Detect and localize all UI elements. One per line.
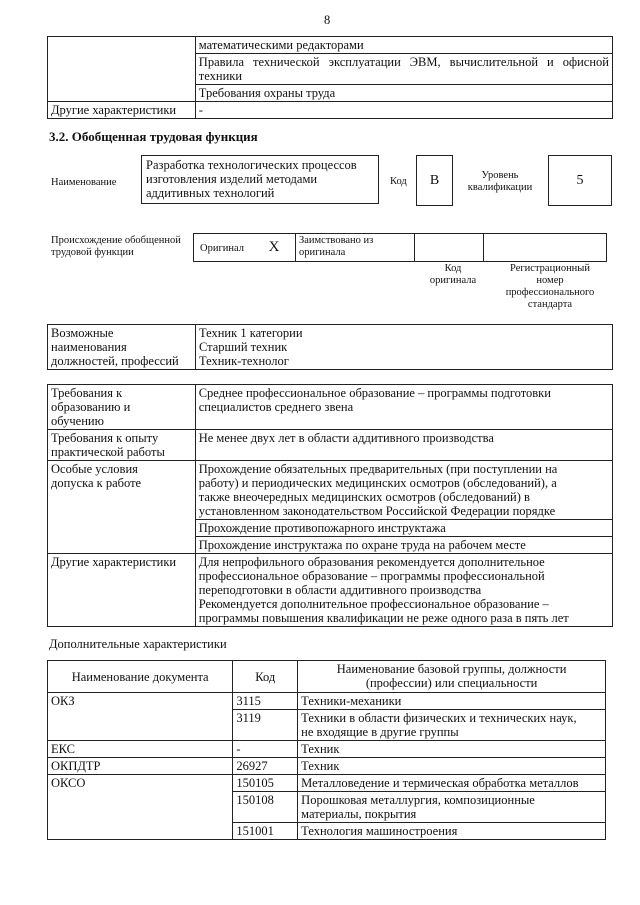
section-title: 3.2. Обобщенная трудовая функция bbox=[49, 129, 258, 144]
original-mark: X bbox=[268, 238, 280, 255]
page-number: 8 bbox=[324, 13, 331, 27]
code-value-box: B bbox=[416, 155, 453, 206]
positions-list bbox=[195, 325, 612, 370]
row-label: Особые условия допуска к работе bbox=[48, 461, 196, 554]
cell-name: Порошковая металлургия, композиционные материалы, покрытия bbox=[298, 792, 606, 823]
level-value-box: 5 bbox=[548, 155, 612, 206]
cell-code: 150105 bbox=[233, 775, 298, 792]
list-item: Техник 1 категории bbox=[198, 326, 303, 340]
positions-table bbox=[47, 324, 613, 370]
cell-doc: ЕКС bbox=[48, 741, 233, 758]
cell-doc: ОКСО bbox=[48, 775, 233, 840]
code-label: Код bbox=[390, 176, 407, 187]
list-item: Техник-технолог bbox=[198, 354, 289, 368]
top-table bbox=[47, 36, 613, 119]
row-label: Требования к образованию и обучению bbox=[48, 385, 196, 430]
row-value: Прохождение инструктажа по охране труда на рабочем месте bbox=[195, 537, 612, 554]
cell-doc: ОКПДТР bbox=[48, 758, 233, 775]
row-label: Другие характеристики bbox=[48, 554, 196, 627]
row-label: Требования к опыту практической работы bbox=[48, 430, 196, 461]
row-value: Требования охраны труда bbox=[195, 85, 612, 102]
table-row bbox=[48, 102, 613, 119]
additional-title: Дополнительные характеристики bbox=[49, 637, 227, 651]
header-name: Наименование базовой группы, должности (профессии) или специальности bbox=[298, 661, 606, 693]
origin-label: Происхождение обобщенной трудовой функции bbox=[51, 235, 181, 258]
original-cell: Оригинал X bbox=[194, 234, 296, 262]
header-doc: Наименование документа bbox=[48, 661, 233, 693]
header-code: Код bbox=[233, 661, 298, 693]
table-row bbox=[48, 693, 606, 710]
cell-name: Техник bbox=[298, 741, 606, 758]
table-header-row bbox=[48, 661, 606, 693]
origin-table bbox=[193, 233, 607, 262]
code-caption: Код оригинала bbox=[429, 263, 477, 286]
table-row bbox=[48, 775, 606, 792]
requirements-table bbox=[47, 384, 613, 627]
table-row bbox=[48, 37, 613, 54]
cell-name: Техник bbox=[298, 758, 606, 775]
row-label: Другие характеристики bbox=[48, 102, 196, 119]
row-value: Прохождение обязательных предварительных (при поступлении на работу) и периодических медицинских осмотров (обследований), а также внеочередных медицинских осмотров (обследований) в установленном законодательством Российской Федерации порядке bbox=[195, 461, 612, 520]
cell-code: 150108 bbox=[233, 792, 298, 823]
table-row bbox=[48, 461, 613, 520]
cell-name: Техники-механики bbox=[298, 693, 606, 710]
original-code-cell bbox=[415, 234, 484, 262]
level-label: Уровень квалификации bbox=[467, 170, 533, 193]
reg-caption: Регистрационный номер профессионального стандарта bbox=[505, 263, 595, 310]
row-value: Не менее двух лет в области аддитивного производства bbox=[195, 430, 612, 461]
table-row bbox=[48, 430, 613, 461]
row-label bbox=[48, 37, 196, 102]
reg-number-cell bbox=[484, 234, 607, 262]
table-row bbox=[48, 758, 606, 775]
row-value: Правила технической эксплуатации ЭВМ, вычислительной и офисной техники bbox=[195, 54, 612, 85]
cell-code: 26927 bbox=[233, 758, 298, 775]
borrowed-cell: Заимствовано из оригинала bbox=[296, 234, 415, 262]
name-label: Наименование bbox=[51, 177, 117, 188]
function-name-box: Разработка технологических процессов изготовления изделий методами аддитивных технологий bbox=[141, 155, 379, 204]
cell-name: Технология машиностроения bbox=[298, 823, 606, 840]
cell-code: 151001 bbox=[233, 823, 298, 840]
row-value: - bbox=[195, 102, 612, 119]
row-value: Для непрофильного образования рекомендуется дополнительное профессиональное образование – программы профессиональной переподготовки в области аддитивного производства Рекомендуется дополнительное профессиональное образование – программы повышения квалификации не реже одного раза в пять лет bbox=[195, 554, 612, 627]
cell-code: 3119 bbox=[233, 710, 298, 741]
cell-name: Техники в области физических и технических наук, не входящие в другие группы bbox=[298, 710, 606, 741]
row-value: математическими редакторами bbox=[195, 37, 612, 54]
cell-code: 3115 bbox=[233, 693, 298, 710]
list-item: Старший техник bbox=[198, 340, 288, 354]
row-value: Прохождение противопожарного инструктажа bbox=[195, 520, 612, 537]
cell-name: Металловедение и термическая обработка металлов bbox=[298, 775, 606, 792]
row-value: Среднее профессиональное образование – программы подготовки специалистов среднего звена bbox=[195, 385, 612, 430]
table-row bbox=[48, 741, 606, 758]
positions-label: Возможные наименования должностей, профессий bbox=[48, 325, 196, 370]
table-row bbox=[48, 554, 613, 627]
cell-doc: ОКЗ bbox=[48, 693, 233, 741]
additional-table bbox=[47, 660, 606, 840]
cell-code: - bbox=[233, 741, 298, 758]
table-row bbox=[48, 385, 613, 430]
